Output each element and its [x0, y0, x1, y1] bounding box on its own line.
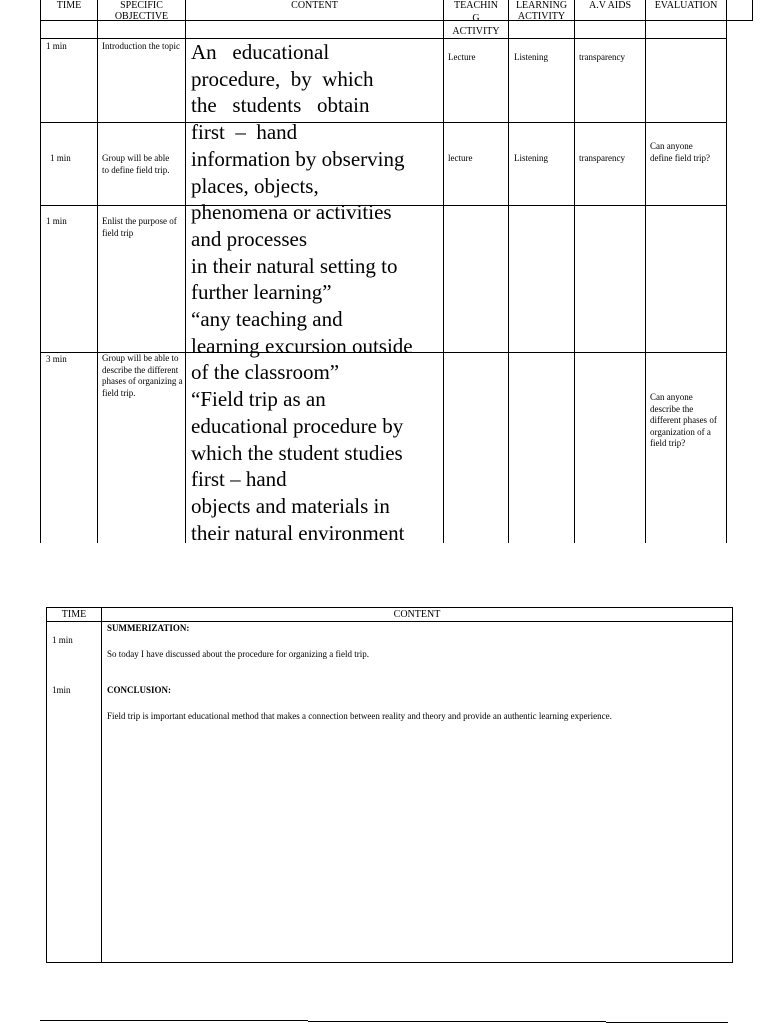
content-line: further learning”	[191, 280, 332, 305]
content-line: and processes	[191, 226, 308, 251]
table1-rule	[185, 0, 186, 543]
row4-evaluation: Can anyone describe the different phases of organization of a field trip?	[650, 392, 717, 448]
content-line: educational procedure by	[191, 413, 404, 438]
table2-rule	[46, 621, 733, 622]
content-line: “Field trip as an	[191, 387, 326, 412]
row4-objective: Group will be able to describe the different phases of organizing a field trip.	[102, 353, 183, 398]
header-av-aids: A.V AIDS	[588, 0, 632, 11]
content-line: objects and materials in	[191, 493, 390, 518]
footer-rule	[606, 1022, 728, 1023]
conclusion-heading: CONCLUSION:	[107, 685, 172, 695]
row4-time: 3 min	[46, 354, 67, 364]
footer-rule	[40, 1020, 308, 1021]
content-line: in their natural setting to	[191, 253, 398, 278]
table1-rule	[40, 0, 41, 543]
content-line: learning excursion outside	[191, 333, 413, 358]
summary-text: So today I have discussed about the procedure for organizing a field trip.	[107, 649, 370, 659]
row1-time: 1 min	[46, 41, 67, 51]
conclusion-text: Field trip is important educational method that makes a connection between reality and theory and provide an authentic learning experience.	[107, 711, 612, 721]
content-line: information by observing	[191, 146, 405, 171]
table2-header-time: TIME	[61, 609, 87, 620]
header-teaching-line: TEACHIN	[454, 0, 498, 11]
header-objective: SPECIFIC OBJECTIVE	[114, 0, 169, 22]
row2-evaluation: Can anyone define field trip?	[650, 141, 710, 163]
row1-teaching: Lecture	[448, 52, 476, 62]
content-line: An educational	[191, 40, 330, 64]
table1-rule	[574, 0, 575, 543]
table1-rule	[726, 0, 727, 543]
row3-objective: Enlist the purpose of field trip	[102, 216, 177, 238]
content-line: “any teaching and	[191, 307, 343, 332]
table1-rule	[508, 0, 509, 543]
table2-rule	[101, 607, 102, 963]
content-text	[191, 39, 441, 543]
table2-rule	[46, 607, 47, 963]
content-line: first – hand	[191, 467, 287, 492]
summary-time: 1 min	[52, 635, 73, 645]
row2-objective: Group will be able to define field trip.	[102, 153, 170, 175]
row2-teaching: lecture	[448, 153, 473, 163]
row3-time: 1 min	[46, 216, 67, 226]
header-teaching-line: G	[472, 13, 480, 24]
row1-learning: Listening	[514, 52, 548, 62]
content-line: phenomena or activities	[191, 200, 392, 225]
content-line: of the classroom”	[191, 360, 340, 385]
header-evaluation: EVALUATION	[654, 0, 718, 11]
row1-av: transparency	[579, 52, 625, 62]
content-line: their natural environment	[191, 520, 405, 543]
row2-learning: Listening	[514, 153, 548, 163]
table2-header-content: CONTENT	[393, 609, 441, 620]
content-line: which the student studies	[191, 440, 403, 465]
table1-rule	[752, 0, 753, 21]
row1-objective: Introduction the topic	[102, 41, 180, 51]
summary-heading: SUMMERIZATION:	[107, 623, 190, 633]
header-teaching-line: ACTIVITY	[452, 26, 500, 37]
content-line: the students obtain	[191, 93, 370, 118]
header-teaching	[444, 0, 508, 37]
conclusion-time: 1min	[52, 685, 71, 695]
table1-rule	[443, 0, 444, 543]
content-line: procedure, by which	[191, 66, 374, 91]
content-line: first – hand	[191, 120, 298, 145]
table1-rule	[645, 0, 646, 543]
content-line: places, objects,	[191, 173, 319, 198]
table2-rule	[732, 607, 733, 963]
footer-rule	[308, 1021, 606, 1022]
header-learning: LEARNING ACTIVITY	[515, 0, 568, 22]
row2-av: transparency	[579, 153, 625, 163]
table1-rule	[97, 0, 98, 543]
header-time: TIME	[56, 0, 82, 11]
table2-rule	[46, 607, 733, 608]
header-content: CONTENT	[291, 0, 338, 11]
table2-rule	[46, 962, 733, 963]
row2-time: 1 min	[50, 153, 71, 163]
